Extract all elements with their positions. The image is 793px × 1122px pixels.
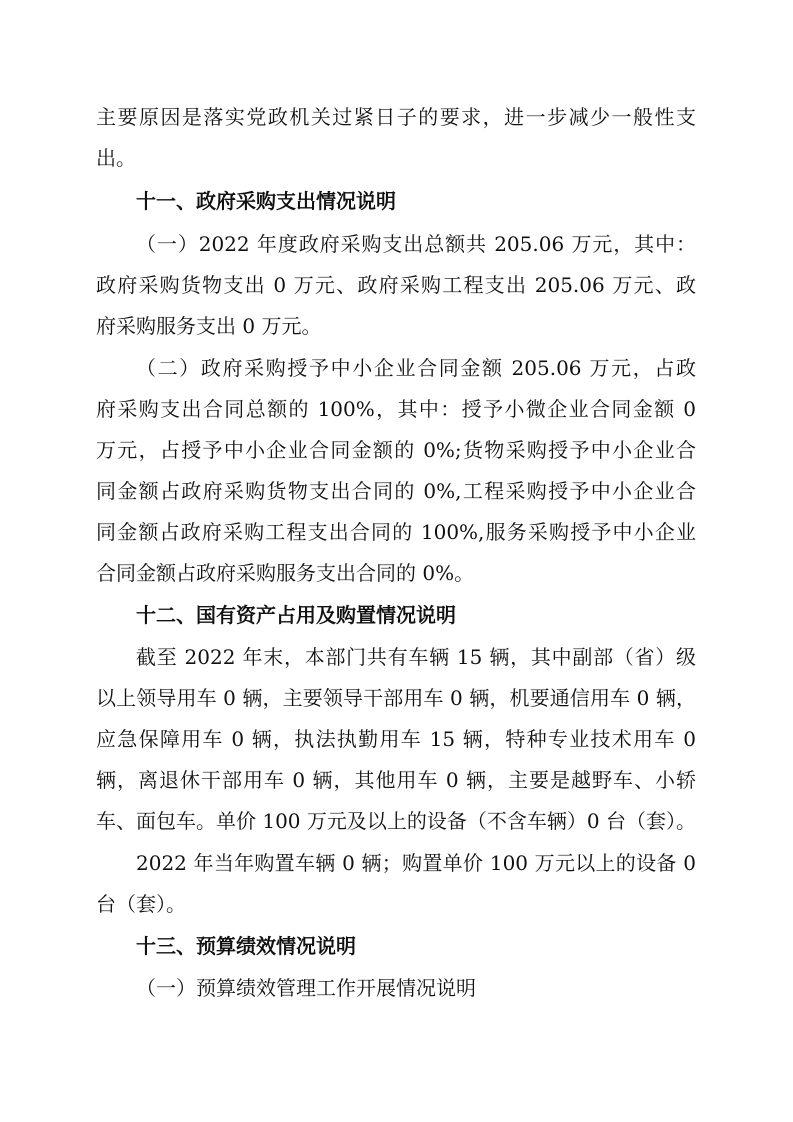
paragraph-line: 合同金额占政府采购服务支出合同的 0%。 xyxy=(96,561,475,585)
paragraph-line: （一）2022 年度政府采购支出总额共 205.06 万元，其中： xyxy=(136,232,696,256)
paragraph-line: 同金额占政府采购货物支出合同的 0%,工程采购授予中小企业合 xyxy=(96,479,696,503)
paragraph-line: 出。 xyxy=(96,146,136,170)
paragraph-line: 2022 年当年购置车辆 0 辆；购置单价 100 万元以上的设备 0 xyxy=(136,851,696,875)
section-heading-11: 十一、政府采购支出情况说明 xyxy=(136,189,396,213)
paragraph-line: 应急保障用车 0 辆，执法执勤用车 15 辆，特种专业技术用车 0 xyxy=(96,727,696,751)
paragraph-line: 台（套）。 xyxy=(96,892,186,916)
paragraph-line: 辆，离退休干部用车 0 辆，其他用车 0 辆，主要是越野车、小轿 xyxy=(96,768,696,792)
subsection-heading: （一）预算绩效管理工作开展情况说明 xyxy=(136,976,476,1000)
paragraph-line: 万元，占授予中小企业合同金额的 0%;货物采购授予中小企业合 xyxy=(96,438,696,462)
paragraph-line: 主要原因是落实党政机关过紧日子的要求，进一步减少一般性支 xyxy=(96,105,696,129)
paragraph-line: 车、面包车。单价 100 万元及以上的设备（不含车辆）0 台（套）。 xyxy=(96,809,696,833)
paragraph-line: 同金额占政府采购工程支出合同的 100%,服务采购授予中小企业 xyxy=(96,520,696,544)
paragraph-line: 府采购支出合同总额的 100%，其中：授予小微企业合同金额 0 xyxy=(96,397,696,421)
paragraph-line: 府采购服务支出 0 万元。 xyxy=(96,314,322,338)
section-heading-13: 十三、预算绩效情况说明 xyxy=(136,934,356,958)
section-heading-12: 十二、国有资产占用及购置情况说明 xyxy=(136,603,456,627)
paragraph-line: 以上领导用车 0 辆，主要领导干部用车 0 辆，机要通信用车 0 辆， xyxy=(96,686,696,710)
paragraph-line: 截至 2022 年末，本部门共有车辆 15 辆，其中副部（省）级 xyxy=(136,645,696,669)
paragraph-line: （二）政府采购授予中小企业合同金额 205.06 万元，占政 xyxy=(136,356,696,380)
paragraph-line: 政府采购货物支出 0 万元、政府采购工程支出 205.06 万元、政 xyxy=(96,273,696,297)
